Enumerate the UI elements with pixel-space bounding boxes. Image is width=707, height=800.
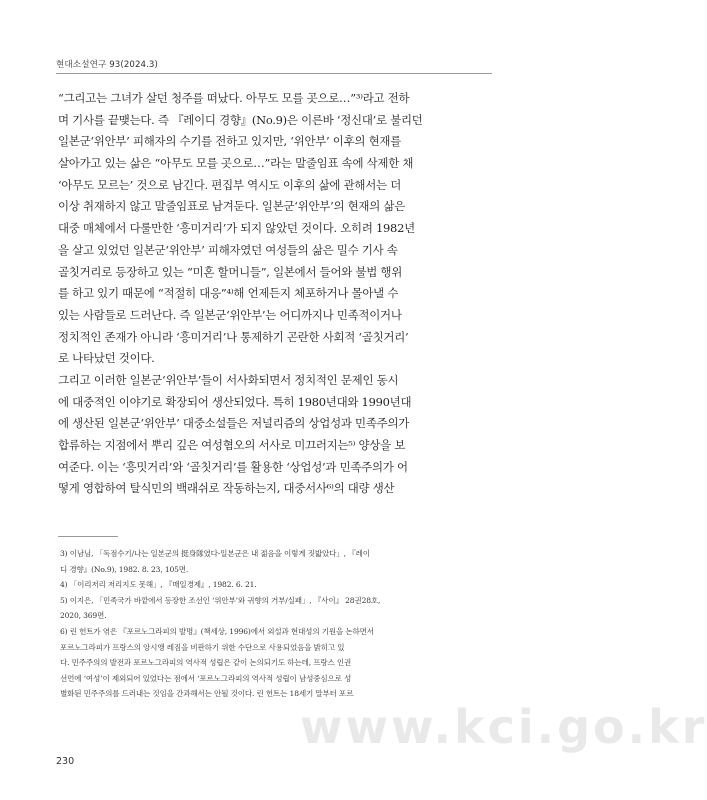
running-header: 현대소설연구 93(2024.3): [56, 60, 158, 70]
body-line: 여준다. 이는 ‘흥밋거리’와 ‘골칫거리’를 활용한 ‘상업성’과 민족주의가 어: [58, 459, 408, 474]
footnotes: [60, 546, 490, 702]
body-line: 에 생산된 일본군‘위안부’ 대중소설들은 저널리즘의 상업성과 민족주의가: [58, 416, 410, 431]
footnote-rule: [58, 536, 118, 537]
body-line: 있는 사람들로 드러난다. 즉 일본군‘위안부’는 어디까지나 민족적이거나: [58, 307, 402, 322]
footnote-line: 3) 이남님, 「독점수기/나는 일본군의 挺身隊였다-일본군은 내 젊음을 이렇게 짓밟았다」, 『레이: [60, 549, 370, 558]
watermark: www.kci.go.kr: [300, 700, 707, 754]
body-line: 합류하는 지점에서 뿌리 깊은 여성혐오의 서사로 미끄러지는⁵⁾ 양상을 보: [58, 438, 406, 452]
footnote-line: 6) 린 헌트가 엮은 『포르노그라피의 발명』(책세상, 1996)에서 외설과 현대성의 기원을 논하면서: [60, 626, 374, 636]
body-text: [58, 88, 490, 500]
body-line: “그리고는 그녀가 살던 청주를 떠났다. 아무도 모를 곳으로…”³⁾라고 전하: [58, 91, 410, 105]
footnote-line: 5) 이지은, 「민족국가 바깥에서 등장한 조선인 ‘위안부’와 귀향의 거부/실패」, 『사이』 28권28호,: [60, 595, 381, 605]
footnote-line: 선언에 ‘여성’이 제외되어 있었다는 점에서 ‘포르노그라피의 역사적 성립이 남성중심으로 성: [60, 673, 352, 683]
footnote-line: 포르노그라피가 프랑스의 앙시앵 레짐을 비판하기 위한 수단으로 사용되었음을 밝히고 있: [60, 642, 345, 652]
body-line: 로 나타났던 것이다.: [58, 351, 155, 366]
footnote-line: 2020, 369면.: [60, 611, 107, 621]
page-number: 230: [56, 756, 75, 767]
body-line: 이상 취재하지 않고 말줄임표로 남겨둔다. 일본군‘위안부’의 현재의 삶은: [58, 199, 406, 214]
body-line: 살아가고 있는 삶은 “아무도 모를 곳으로…”라는 말줄임표 속에 삭제한 채: [58, 156, 414, 171]
footnote-line: 별화된 민주주의를 드러내는 것임을 간과해서는 안될 것이다. 린 헌트는 18세기 말부터 포르: [60, 689, 354, 699]
footnote-line: 디 경향』(No.9), 1982. 8. 23, 105면.: [60, 564, 189, 574]
body-line: 일본군‘위안부’ 피해자의 수기를 전하고 있지만, ‘위안부’ 이후의 현재를: [58, 134, 401, 149]
body-line: 골칫거리로 등장하고 있는 “미혼 할머니들”, 일본에서 들어와 불법 행위: [58, 264, 403, 279]
body-line: 떻게 영합하여 탈식민의 백래쉬로 작동하는지, 대중서사⁶⁾의 대량 생산: [58, 481, 395, 496]
footnote-line: 4) 「이리저리 저리지도 못해」, 『매일경제』, 1982. 6. 21.: [60, 580, 257, 590]
body-line: 정치적인 존재가 아니라 ‘흥미거리’나 통제하기 곤란한 사회적 ‘골칫거리’: [58, 329, 409, 344]
header-rule: [56, 73, 492, 74]
body-line: 을 살고 있었던 일본군‘위안부’ 피해자였던 여성들의 삶은 밀수 기사 속: [58, 242, 398, 257]
footnote-line: 다. 민주주의의 발전과 포르노그라피의 역사적 성립은 같이 논의되기도 하는데, 프랑스 인권: [60, 658, 352, 668]
body-line: 그리고 이러한 일본군‘위안부’들이 서사화되면서 정치적인 문제인 동시: [58, 372, 399, 387]
body-line: 를 하고 있기 때문에 “적절히 대응”⁴⁾해 언제든지 체포하거나 몰아낼 수: [58, 286, 399, 301]
body-line: 에 대중적인 이야기로 확장되어 생산되었다. 특히 1980년대와 1990년대: [58, 394, 412, 409]
body-line: 대중 매체에서 다룰만한 ‘흥미거리’가 되지 않았던 것이다. 오히려 1982년: [58, 221, 415, 236]
body-line: 며 기사를 끝맺는다. 즉 『레이디 경향』(No.9)은 이른바 ‘정신대’로 불리던: [58, 112, 423, 127]
body-line: ‘아무도 모르는’ 것으로 남긴다. 편집부 역시도 이후의 삶에 관해서는 더: [58, 177, 401, 192]
